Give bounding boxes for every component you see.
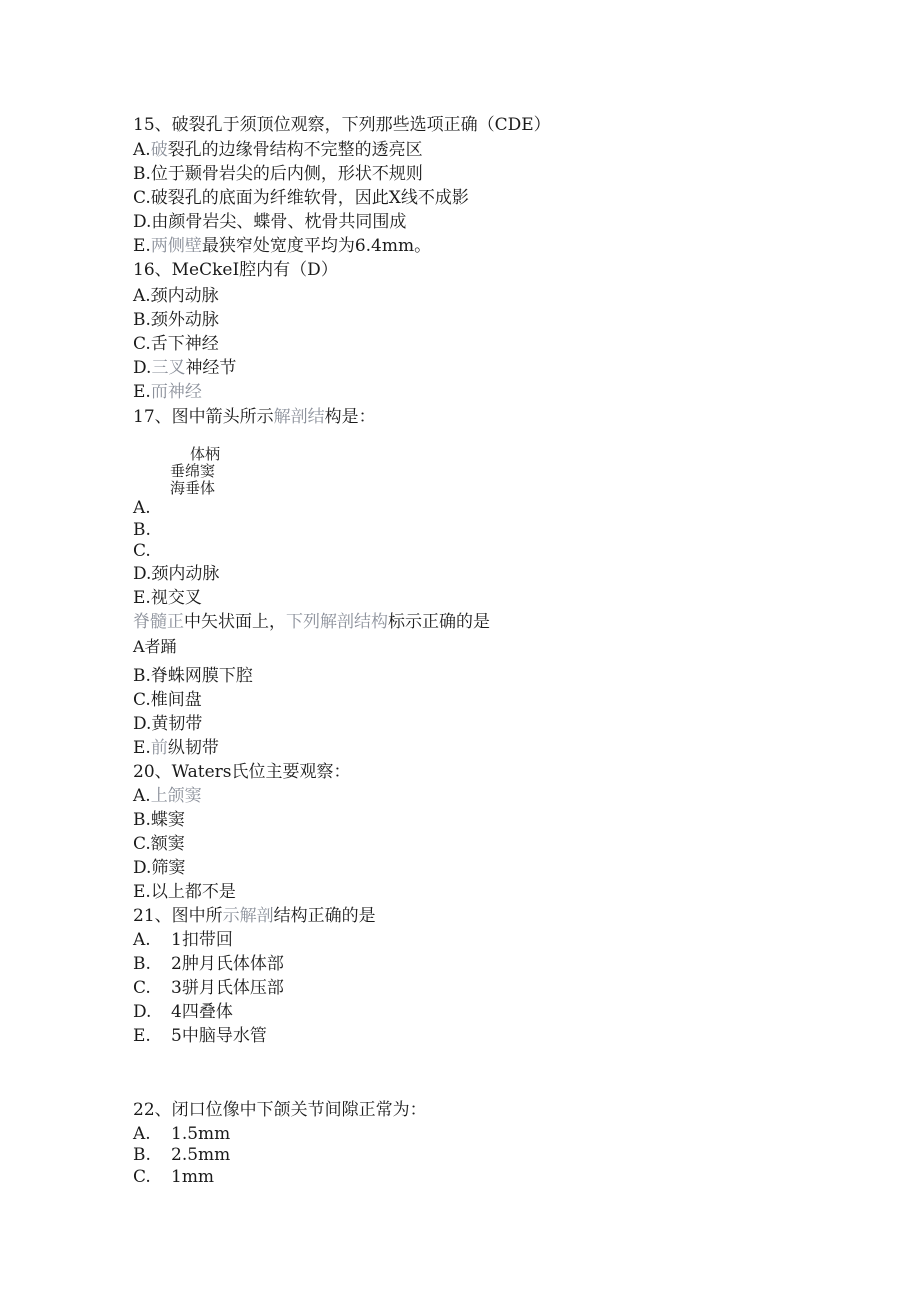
q19-option-d: D.黄韧带 — [133, 714, 203, 734]
q15-option-a: A.破裂孔的边缘骨结构不完整的透亮区 — [133, 140, 423, 160]
q17-stem: 17、图中箭头所示解剖结构是： — [133, 407, 376, 427]
q16-option-b: B.颈外动脉 — [133, 310, 219, 330]
q15-option-d: D.由颜骨岩尖、蝶骨、枕骨共同围成 — [133, 212, 407, 232]
q21-option-a: A. 1扣带回 — [133, 930, 233, 950]
q16-option-e: E.而神经 — [133, 382, 202, 402]
q20-option-d: D.筛窦 — [133, 858, 186, 878]
q22-option-a: A. 1.5mm — [133, 1124, 231, 1144]
q17-option-a: A. — [133, 498, 151, 518]
figure-label-1: 体柄 — [190, 445, 221, 463]
q20-option-b: B.蝶窦 — [133, 810, 185, 830]
q21-stem: 21、图中所示解剖结构正确的是 — [133, 906, 376, 926]
q19-option-c: C.椎间盘 — [133, 690, 202, 710]
q16-option-c: C.舌下神经 — [133, 334, 219, 354]
q21-option-d: D. 4四叠体 — [133, 1002, 233, 1022]
q19-stem: 脊髓正中矢状面上，下列解剖结构标示正确的是 — [133, 612, 490, 632]
q22-option-c: C. 1mm — [133, 1167, 215, 1187]
figure-label-2: 垂绵窦 — [170, 462, 216, 480]
q21-option-e: E. 5中脑导水管 — [133, 1026, 267, 1046]
q17-option-b: B. — [133, 520, 151, 540]
q17-figure-labels — [170, 446, 220, 497]
q21-option-b: B. 2肿月氏体体部 — [133, 954, 284, 974]
q21-option-c: C. 3骈月氏体压部 — [133, 978, 284, 998]
q17-option-d: D.颈内动脉 — [133, 564, 220, 584]
q16-stem: 16、MeCkeI腔内有（D） — [133, 260, 338, 280]
q15-option-b: B.位于颞骨岩尖的后内侧，形状不规则 — [133, 164, 423, 184]
q19-option-b: B.脊蛛网膜下腔 — [133, 666, 253, 686]
q20-option-c: C.额窦 — [133, 834, 185, 854]
q22-stem: 22、闭口位像中下颌关节间隙正常为： — [133, 1100, 427, 1120]
figure-label-3: 海垂体 — [170, 479, 216, 497]
q22-option-b: B. 2.5mm — [133, 1145, 231, 1165]
q19-option-e: E.前纵韧带 — [133, 738, 219, 758]
q20-stem: 20、Waters氏位主要观察： — [133, 762, 351, 782]
q17-option-e: E.视交叉 — [133, 588, 202, 608]
q15-option-e: E.两侧壁最狭窄处宽度平均为6.4mm。 — [133, 236, 432, 256]
q15-stem: 15、破裂孔于须顶位观察，下列那些选项正确（CDE） — [133, 115, 551, 135]
q16-option-d: D.三叉神经节 — [133, 358, 237, 378]
q19-option-a: A者踊 — [133, 637, 177, 656]
q16-option-a: A.颈内动脉 — [133, 286, 219, 306]
q15-option-c: C.破裂孔的底面为纤维软骨，因此X线不成影 — [133, 188, 469, 208]
q20-option-a: A.上颌窦 — [133, 786, 202, 806]
q17-option-c: C. — [133, 541, 151, 561]
q20-option-e: E.以上都不是 — [133, 882, 236, 902]
